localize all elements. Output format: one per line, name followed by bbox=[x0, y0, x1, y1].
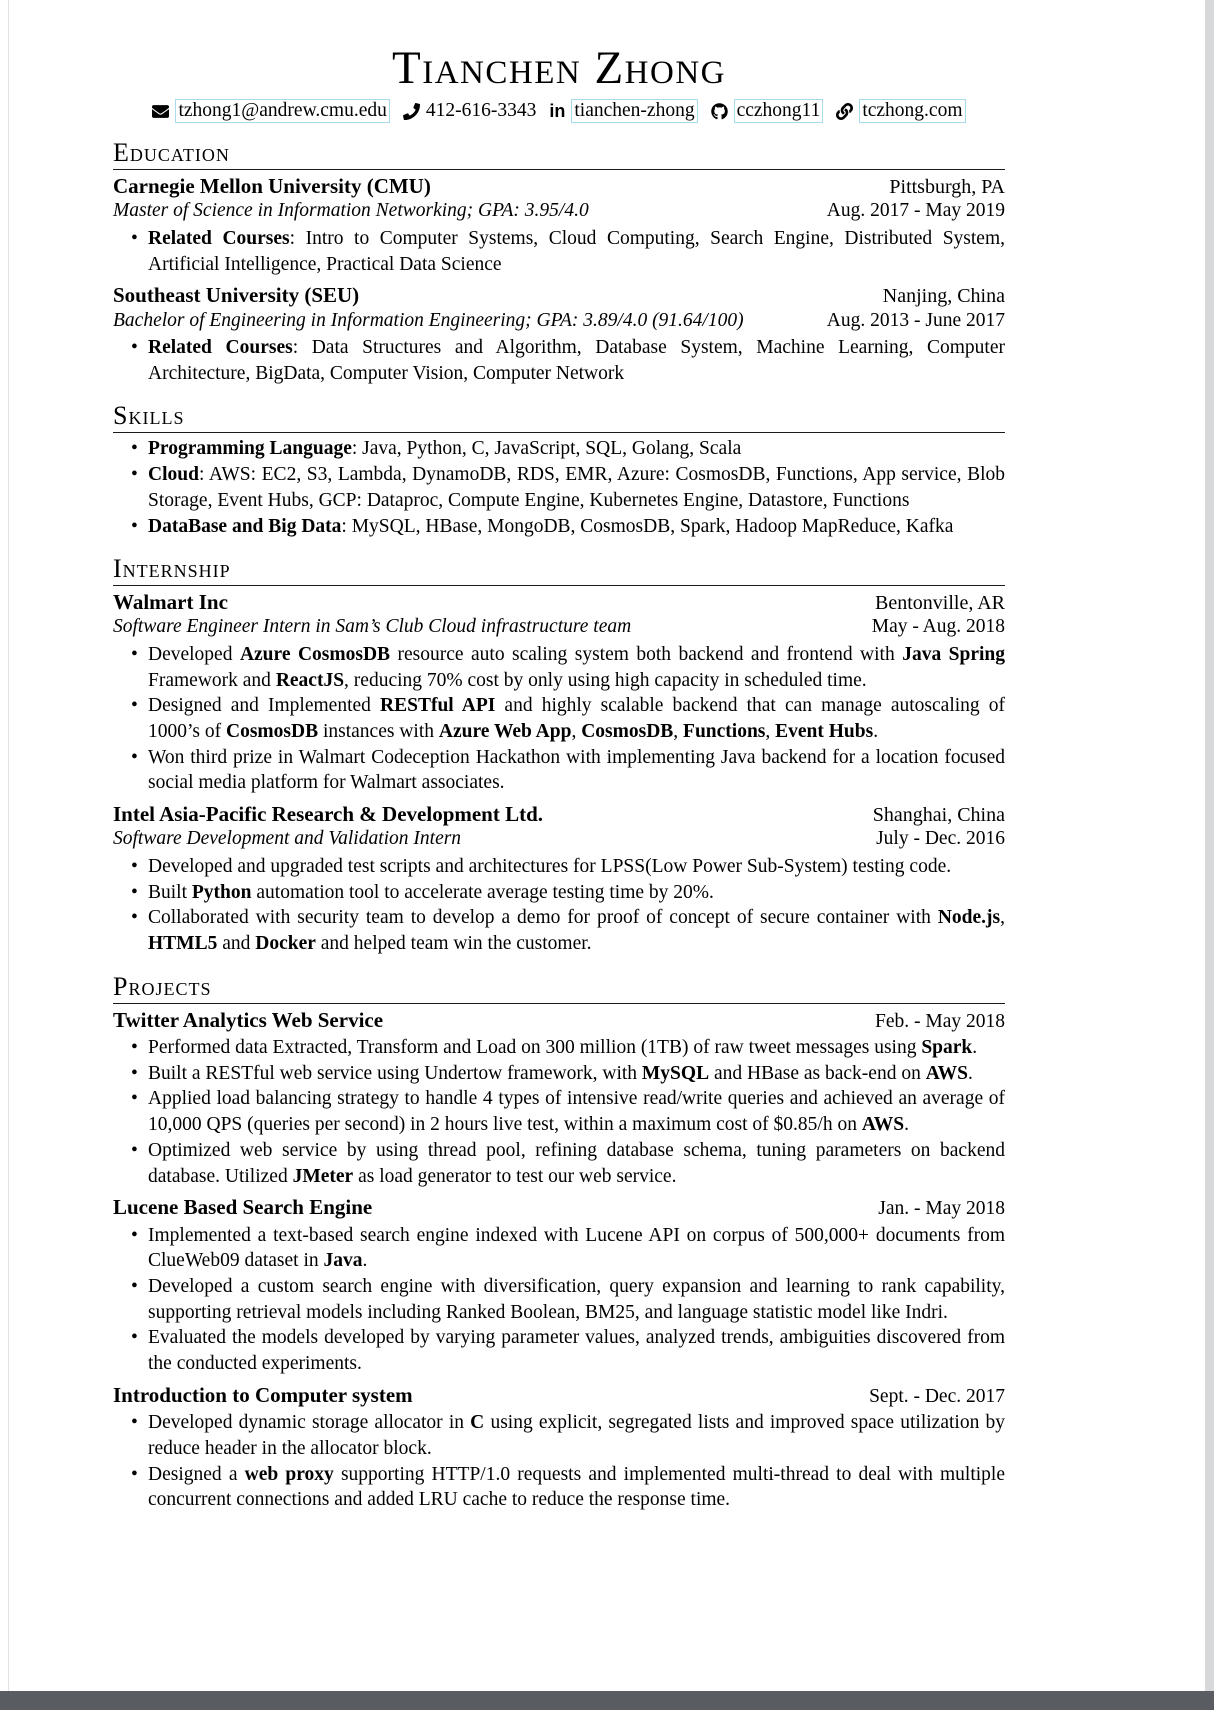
entry-title: Introduction to Computer system bbox=[113, 1382, 413, 1407]
bullet: • Designed a web proxy supporting HTTP/1.0 requests and implemented multi-thread to deal with multiple concurrent connections and added LRU cache to reduce the response time. bbox=[148, 1462, 1005, 1513]
bullet: • Related Courses: Data Structures and Algorithm, Database System, Machine Learning, Computer Architecture, BigData, Computer Vision, Computer Network bbox=[148, 335, 1005, 386]
internship-entry-intel bbox=[113, 801, 1005, 957]
contact-linkedin bbox=[549, 99, 697, 123]
bullet: • Built a RESTful web service using Undertow framework, with MySQL and HBase as back-end on AWS. bbox=[148, 1061, 1005, 1087]
bullet: • Developed and upgraded test scripts and architectures for LPSS(Low Power Sub-System) testing code. bbox=[148, 854, 1005, 880]
bullet: • Designed and Implemented RESTful API and highly scalable backend that can manage autoscaling of 1000’s of CosmosDB instances with Azure Web App, CosmosDB, Functions, Event Hubs. bbox=[148, 693, 1005, 744]
entry-dates: Sept. - Dec. 2017 bbox=[869, 1385, 1005, 1407]
entry-title-row bbox=[113, 589, 1005, 615]
entry-bullets bbox=[113, 226, 1005, 277]
email-icon bbox=[152, 103, 169, 120]
bullet: • Applied load balancing strategy to handle 4 types of intensive read/write queries and achieved an average of 10,000 QPS (queries per second) in 2 hours live test, within a maximum cost of $0.85/h on AWS. bbox=[148, 1086, 1005, 1137]
project-entry-lucene-search bbox=[113, 1194, 1005, 1377]
page-edge-right bbox=[1205, 0, 1214, 1691]
projects-heading: Projects bbox=[113, 972, 1005, 1004]
entry-title-row bbox=[113, 173, 1005, 199]
entry-title-row bbox=[113, 282, 1005, 308]
entry-degree: Master of Science in Information Networking; GPA: 3.95/4.0 bbox=[113, 200, 589, 222]
section-skills bbox=[113, 401, 1005, 539]
entry-subtitle-row bbox=[113, 199, 1005, 223]
person-name: Tianchen Zhong bbox=[392, 42, 726, 94]
contact-phone bbox=[403, 100, 537, 122]
entry-title: Southeast University (SEU) bbox=[113, 283, 360, 308]
website-link[interactable]: tczhong.com bbox=[859, 99, 965, 123]
contact-row bbox=[113, 99, 1005, 123]
entry-dates: July - Dec. 2016 bbox=[876, 828, 1005, 850]
internship-entry-walmart bbox=[113, 589, 1005, 796]
section-education bbox=[113, 138, 1005, 386]
bullet: • Built Python automation tool to accelerate average testing time by 20%. bbox=[148, 880, 1005, 906]
bullet: • Optimized web service by using thread pool, refining database schema, tuning parameters on backend database. Utilized JMeter as load generator to test our web service. bbox=[148, 1138, 1005, 1189]
bullet: • Cloud: AWS: EC2, S3, Lambda, DynamoDB, RDS, EMR, Azure: CosmosDB, Functions, App service, Blob Storage, Event Hubs, GCP: Dataproc, Compute Engine, Kubernetes Engine, Datastore, Functions bbox=[148, 462, 1005, 513]
bullet: • Implemented a text-based search engine indexed with Lucene API on corpus of 500,000+ documents from ClueWeb09 dataset in Java. bbox=[148, 1223, 1005, 1274]
entry-title: Carnegie Mellon University (CMU) bbox=[113, 174, 431, 199]
phone-icon bbox=[403, 103, 420, 120]
bullet: • Collaborated with security team to develop a demo for proof of concept of secure container with Node.js, HTML5 and Docker and helped team win the customer. bbox=[148, 905, 1005, 956]
entry-bullets bbox=[113, 854, 1005, 957]
education-entry-cmu bbox=[113, 173, 1005, 277]
entry-bullets bbox=[113, 335, 1005, 386]
education-heading: Education bbox=[113, 138, 1005, 170]
bullet: • Programming Language: Java, Python, C, JavaScript, SQL, Golang, Scala bbox=[148, 436, 1005, 462]
entry-role: Software Development and Validation Intern bbox=[113, 828, 462, 850]
entry-subtitle-row bbox=[113, 827, 1005, 851]
bullet: • Related Courses: Intro to Computer Systems, Cloud Computing, Search Engine, Distributed System, Artificial Intelligence, Practical Data Science bbox=[148, 226, 1005, 277]
phone-number: 412-616-3343 bbox=[425, 100, 537, 122]
page-edge-left bbox=[8, 0, 9, 1691]
entry-subtitle-row bbox=[113, 309, 1005, 333]
entry-dates: May - Aug. 2018 bbox=[871, 616, 1005, 638]
contact-website bbox=[836, 99, 965, 123]
entry-location: Bentonville, AR bbox=[875, 592, 1005, 615]
entry-dates: Aug. 2017 - May 2019 bbox=[826, 200, 1005, 222]
project-entry-twitter-analytics bbox=[113, 1007, 1005, 1190]
project-entry-intro-computer-system bbox=[113, 1382, 1005, 1513]
entry-location: Nanjing, China bbox=[882, 285, 1005, 308]
bullet: • Developed a custom search engine with diversification, query expansion and learning to rank capability, supporting retrieval models including Ranked Boolean, BM25, and language statistic model like Indri. bbox=[148, 1274, 1005, 1325]
entry-location: Shanghai, China bbox=[872, 804, 1005, 827]
link-icon bbox=[836, 103, 853, 120]
entry-title: Twitter Analytics Web Service bbox=[113, 1007, 384, 1032]
resume-content bbox=[113, 44, 1005, 1518]
entry-dates: Jan. - May 2018 bbox=[878, 1198, 1005, 1220]
entry-dates: Feb. - May 2018 bbox=[875, 1010, 1005, 1032]
entry-location: Pittsburgh, PA bbox=[889, 176, 1005, 199]
entry-title-row bbox=[113, 1382, 1005, 1408]
github-icon bbox=[711, 103, 728, 120]
viewer-bottom-bar bbox=[0, 1691, 1214, 1710]
internship-heading: Internship bbox=[113, 554, 1005, 586]
contact-github bbox=[711, 99, 824, 123]
entry-title: Intel Asia-Pacific Research & Development Ltd. bbox=[113, 802, 544, 827]
contact-email bbox=[152, 99, 389, 123]
linkedin-icon: in bbox=[549, 101, 566, 122]
bullet: • DataBase and Big Data: MySQL, HBase, MongoDB, CosmosDB, Spark, Hadoop MapReduce, Kafka bbox=[148, 514, 1005, 540]
entry-bullets bbox=[113, 642, 1005, 796]
bullet: • Performed data Extracted, Transform and Load on 300 million (1TB) of raw tweet messages using Spark. bbox=[148, 1035, 1005, 1061]
bullet: • Developed Azure CosmosDB resource auto scaling system both backend and frontend with Java Spring Framework and ReactJS, reducing 70% cost by only using high capacity in scheduled time. bbox=[148, 642, 1005, 693]
entry-title: Walmart Inc bbox=[113, 590, 228, 615]
section-internship bbox=[113, 554, 1005, 956]
entry-role: Software Engineer Intern in Sam’s Club Cloud infrastructure team bbox=[113, 616, 632, 638]
skills-bullets bbox=[113, 436, 1005, 539]
email-link[interactable]: tzhong1@andrew.cmu.edu bbox=[175, 99, 389, 123]
entry-bullets bbox=[113, 1035, 1005, 1189]
entry-bullets bbox=[113, 1223, 1005, 1377]
entry-title-row bbox=[113, 801, 1005, 827]
entry-title-row bbox=[113, 1194, 1005, 1220]
section-projects bbox=[113, 972, 1005, 1513]
entry-dates: Aug. 2013 - June 2017 bbox=[826, 309, 1005, 331]
bullet: • Developed dynamic storage allocator in C using explicit, segregated lists and improved space utilization by reduce header in the allocator block. bbox=[148, 1410, 1005, 1461]
linkedin-link[interactable]: tianchen-zhong bbox=[571, 99, 697, 123]
entry-subtitle-row bbox=[113, 615, 1005, 639]
entry-degree: Bachelor of Engineering in Information Engineering; GPA: 3.89/4.0 (91.64/100) bbox=[113, 309, 744, 331]
bullet: • Evaluated the models developed by varying parameter values, analyzed trends, ambiguities discovered from the conducted experiments. bbox=[148, 1325, 1005, 1376]
github-link[interactable]: cczhong11 bbox=[734, 99, 824, 123]
education-entry-seu bbox=[113, 282, 1005, 386]
entry-bullets bbox=[113, 1410, 1005, 1513]
entry-title: Lucene Based Search Engine bbox=[113, 1195, 373, 1220]
bullet: • Won third prize in Walmart Codeception Hackathon with implementing Java backend for a location focused social media platform for Walmart associates. bbox=[148, 745, 1005, 796]
entry-title-row bbox=[113, 1007, 1005, 1033]
skills-heading: Skills bbox=[113, 401, 1005, 433]
